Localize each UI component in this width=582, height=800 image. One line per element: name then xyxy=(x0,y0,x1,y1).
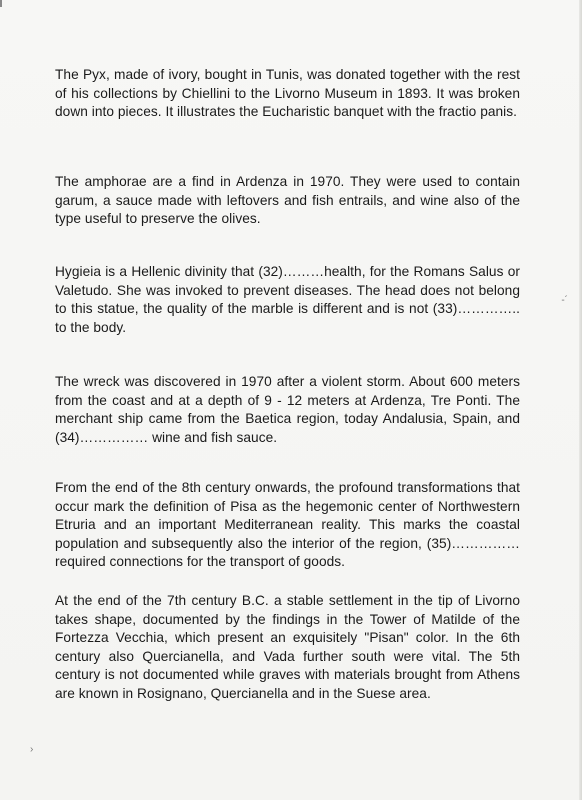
scan-speck-mark xyxy=(0,0,2,7)
paragraph-livorno-settlement: At the end of the 7th century B.C. a stable settlement in the tip of Livorno takes shape, documented by the findings in the Tower of Matilde of the Fortezza Vecchia, which present an exquisitely "Pisan" color. In the 6th century also Quercianella, and Vada further south were vital. The 5th century is not documented while graves with materials brought from Athens are known in Rosignano, Quercianella and in the Suese area. xyxy=(55,593,520,701)
paragraph-pisa-transformations: From the end of the 8th century onwards, the profound transformations that occur mark the definition of Pisa as the hegemonic center of Northwestern Etruria and an important Mediterranean reality. This marks the coastal population and subsequently also the interior of the region, (35)…………… required connections for the transport of goods. xyxy=(55,480,520,570)
scan-speck-mark: -´ xyxy=(561,295,568,306)
paragraph-wreck: The wreck was discovered in 1970 after a violent storm. About 600 meters from the coast and at a depth of 9 - 12 meters at Ardenza, Tre Ponti. The merchant ship came from the Baetica region, today Andalusia, Spain, and (34)…………… wine and fish sauce. xyxy=(55,374,520,445)
paragraph-pyx: The Pyx, made of ivory, bought in Tunis, was donated together with the rest of his collections by Chiellini to the Livorno Museum in 1893. It was broken down into pieces. It illustrates the Eucharistic banquet with the fractio panis. xyxy=(55,67,520,120)
scan-speck-mark: › xyxy=(30,744,34,755)
paragraph-hygieia: Hygieia is a Hellenic divinity that (32)………health, for the Romans Salus or Valetudo. She was invoked to prevent diseases. The head does not belong to this statue, the quality of the marble is different and is not (33)………….. to the body. xyxy=(55,264,520,335)
paragraph-amphorae: The amphorae are a find in Ardenza in 1970. They were used to contain garum, a sauce made with leftovers and fish entrails, and wine also of the type useful to preserve the olives. xyxy=(55,174,520,227)
